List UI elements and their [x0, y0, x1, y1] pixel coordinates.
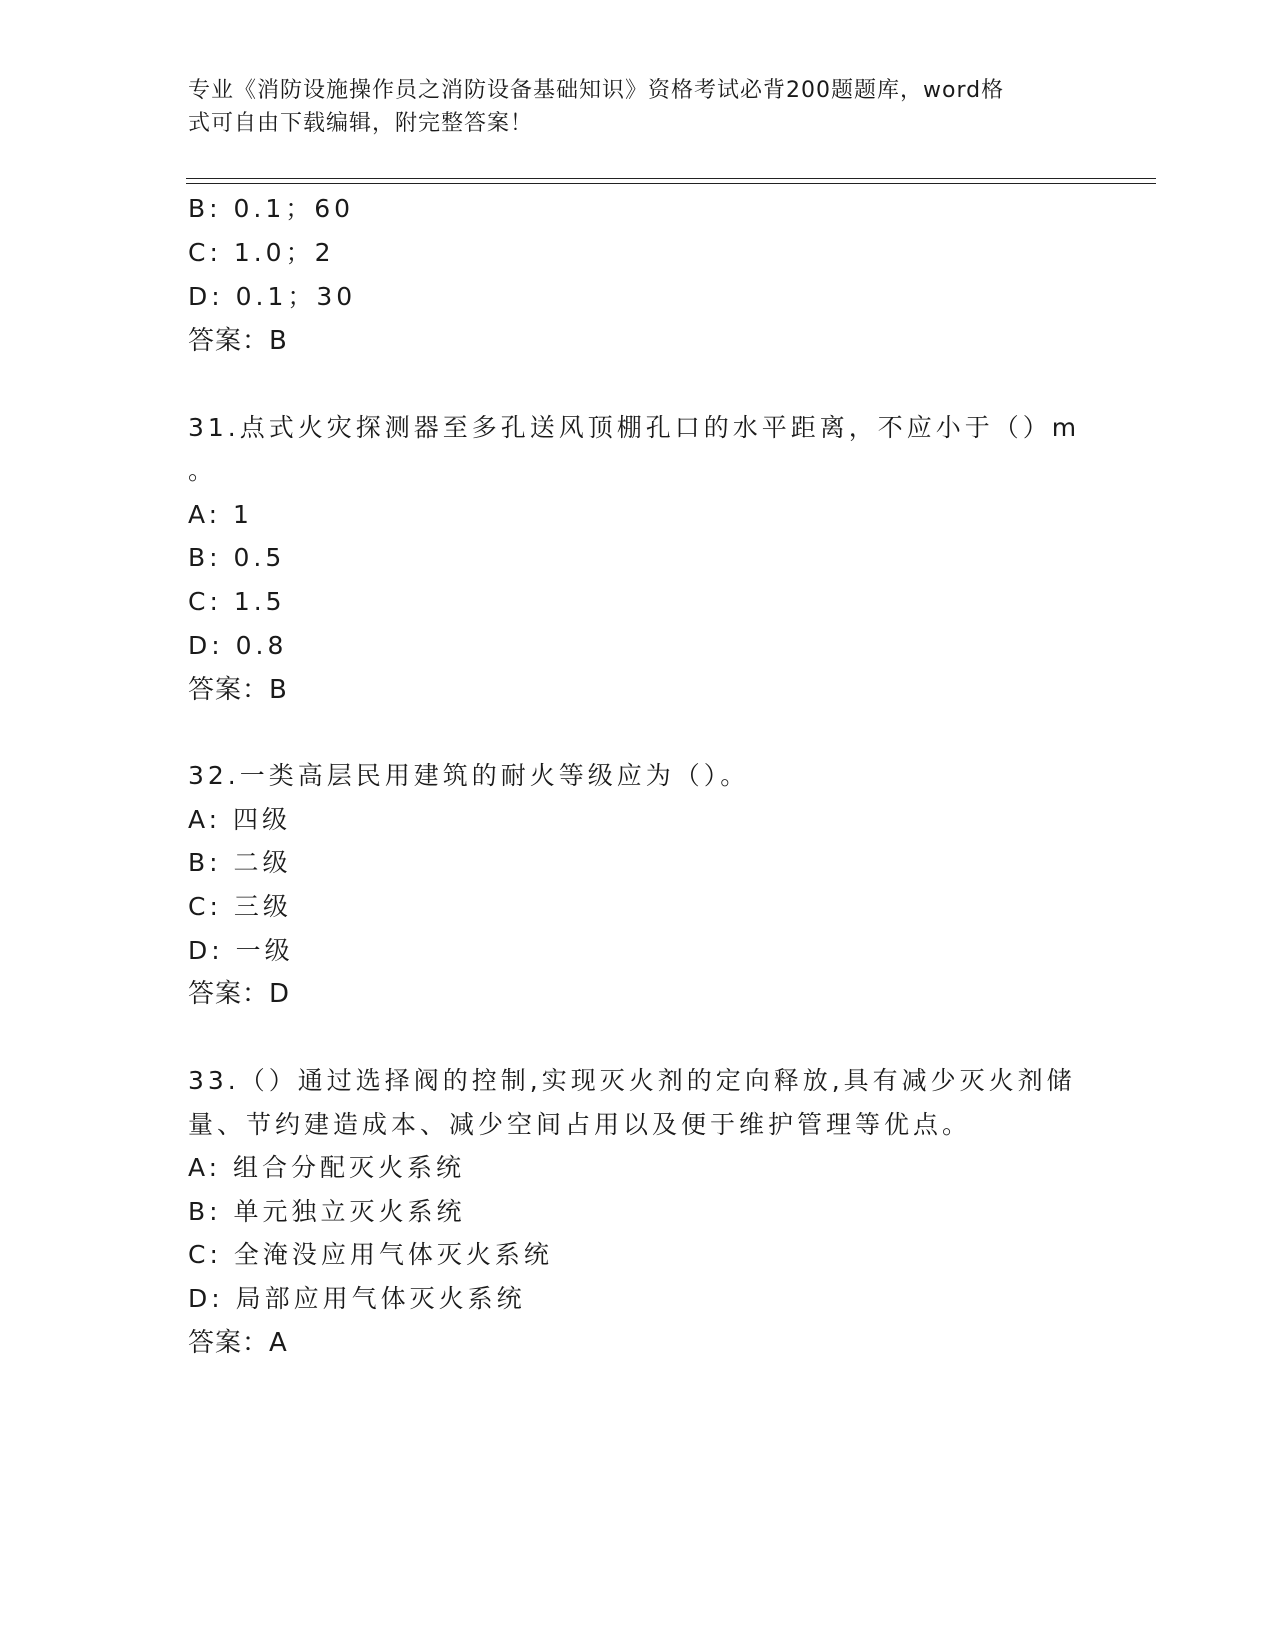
question-33-stem-cont: 量、节约建造成本、减少空间占用以及便于维护管理等优点。 — [188, 1110, 972, 1139]
question-31-option-d: D: 0.8 — [188, 631, 288, 660]
question-33-option-b: B: 单元独立灭火系统 — [188, 1197, 466, 1226]
question-32-option-a: A: 四级 — [188, 805, 292, 834]
question-31-stem-cont: 。 — [188, 456, 218, 485]
question-31-stem: 31.点式火灾探测器至多孔送风顶棚孔口的水平距离，不应小于（）m — [188, 413, 1081, 442]
option-d: D: 0.1；30 — [188, 282, 357, 311]
header-divider-top — [186, 178, 1156, 179]
question-31-option-c: C: 1.5 — [188, 587, 286, 616]
question-33-answer: 答案：A — [188, 1328, 288, 1358]
document-header: 专业《消防设施操作员之消防设备基础知识》资格考试必背200题题库，word格 式可自由下载编辑，附完整答案！ — [188, 78, 1005, 136]
question-32-option-b: B: 二级 — [188, 848, 292, 877]
question-32-answer: 答案：D — [188, 979, 291, 1009]
question-33-option-c: C: 全淹没应用气体灭火系统 — [188, 1240, 553, 1269]
question-31-option-b: B: 0.5 — [188, 543, 286, 572]
question-33-option-d: D: 局部应用气体灭火系统 — [188, 1284, 526, 1313]
question-32-option-c: C: 三级 — [188, 892, 292, 921]
option-b: B: 0.1；60 — [188, 194, 355, 223]
question-33-option-a: A: 组合分配灭火系统 — [188, 1153, 466, 1182]
question-33-stem: 33.（）通过选择阀的控制,实现灭火剂的定向释放,具有减少灭火剂储 — [188, 1066, 1076, 1095]
option-c: C: 1.0；2 — [188, 238, 335, 267]
question-31-answer: 答案：B — [188, 675, 288, 705]
question-32-stem: 32.一类高层民用建筑的耐火等级应为（）。 — [188, 761, 750, 790]
header-divider-bottom — [186, 183, 1156, 184]
question-32-option-d: D: 一级 — [188, 936, 294, 965]
question-31-option-a: A: 1 — [188, 500, 253, 529]
answer-line: 答案：B — [188, 326, 288, 356]
